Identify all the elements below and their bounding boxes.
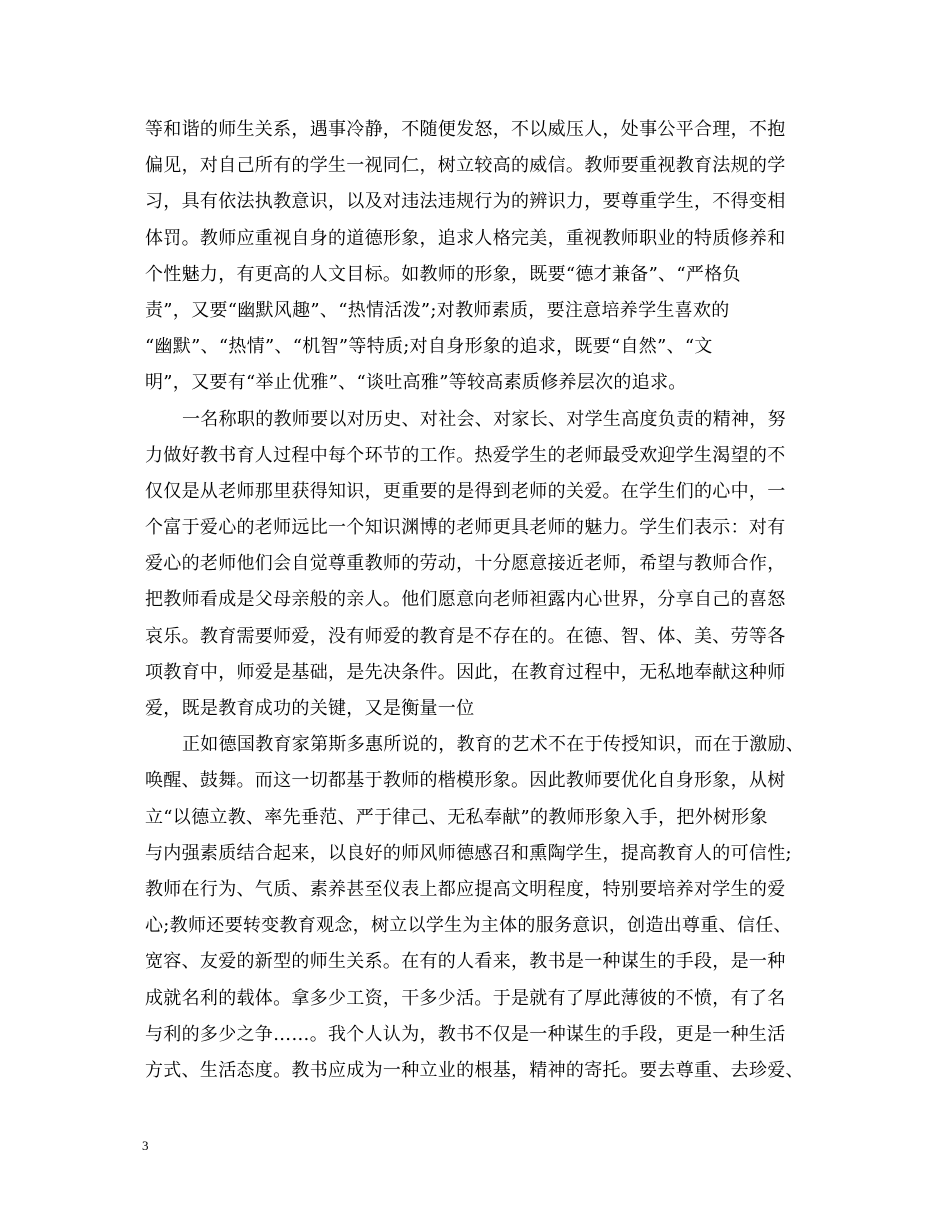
text-line: 心;教师还要转变教育观念，树立以学生为主体的服务意识，创造出尊重、信任、 xyxy=(145,915,792,937)
paragraph-first-line: 正如德国教育家第斯多惠所说的，教育的艺术不在于传授知识，而在于激励、 xyxy=(182,734,805,756)
text-line: 把教师看成是父母亲般的亲人。他们愿意向老师袒露内心世界，分享自己的喜怒 xyxy=(145,589,786,611)
text-line: 宽容、友爱的新型的师生关系。在有的人看来，教书是一种谋生的手段，是一种 xyxy=(145,951,786,973)
paragraph-first-line: 一名称职的教师要以对历史、对社会、对家长、对学生高度负责的精神，努 xyxy=(182,408,786,430)
text-line: 等和谐的师生关系，遇事冷静，不随便发怒，不以威压人，处事公平合理，不抱 xyxy=(145,119,786,140)
text-line: 个富于爱心的老师远比一个知识渊博的老师更具老师的魅力。学生们表示：对有 xyxy=(145,517,786,539)
text-line: 责”，又要“幽默风趣”、“热情活泼”;对教师素质，要注意培养学生喜欢的 xyxy=(145,299,730,321)
text-line: 力做好教书育人过程中每个环节的工作。热爱学生的老师最受欢迎学生渴望的不 xyxy=(145,444,786,466)
text-line: 明”，又要有“举止优雅”、“谈吐高雅”等较高素质修养层次的追求。 xyxy=(145,372,687,394)
text-line: 体罚。教师应重视自身的道德形象，追求人格完美，重视教师职业的特质修养和 xyxy=(145,227,786,249)
text-line: 成就名利的载体。拿多少工资，干多少活。于是就有了厚此薄彼的不愤，有了名 xyxy=(145,987,786,1009)
text-line: 项教育中，师爱是基础，是先决条件。因此，在教育过程中，无私地奉献这种师 xyxy=(145,661,786,683)
text-line: 仅仅是从老师那里获得知识，更重要的是得到老师的关爱。在学生们的心中，一 xyxy=(145,480,786,502)
text-line: 唤醒、鼓舞。而这一切都基于教师的楷模形象。因此教师要优化自身形象，从树 xyxy=(145,770,786,792)
text-line: 教师在行为、气质、素养甚至仪表上都应提高文明程度，特别要培养对学生的爱 xyxy=(145,878,786,900)
text-line: 与利的多少之争……。我个人认为，教书不仅是一种谋生的手段，更是一种生活 xyxy=(145,1023,786,1045)
text-line: 方式、生活态度。教书应成为一种立业的根基，精神的寄托。要去尊重、去珍爱、 xyxy=(145,1059,804,1081)
text-line: 与内强素质结合起来，以良好的师风师德感召和熏陶学生，提高教育人的可信性; xyxy=(145,842,792,864)
text-line: “幽默”、“热情”、“机智”等特质;对自身形象的追求，既要“自然”、“文 xyxy=(145,336,713,358)
text-line: 偏见，对自己所有的学生一视同仁，树立较高的威信。教师要重视教育法规的学 xyxy=(145,155,786,177)
text-line: 立“以德立教、率先垂范、严于律己、无私奉献”的教师形象入手，把外树形象 xyxy=(145,806,768,828)
body-text xyxy=(145,112,815,1089)
text-line: 个性魅力，有更高的人文目标。如教师的形象，既要“德才兼备”、“严格负 xyxy=(145,263,741,285)
text-line: 习，具有依法执教意识，以及对违法违规行为的辨识力，要尊重学生，不得变相 xyxy=(145,191,786,213)
page-number: 3 xyxy=(142,1138,149,1153)
text-line: 哀乐。教育需要师爱，没有师爱的教育是不存在的。在德、智、体、美、劳等各 xyxy=(145,625,786,647)
text-line: 爱心的老师他们会自觉尊重教师的劳动，十分愿意接近老师，希望与教师合作， xyxy=(145,553,786,575)
text-line: 爱，既是教育成功的关键，又是衡量一位 xyxy=(145,698,475,719)
